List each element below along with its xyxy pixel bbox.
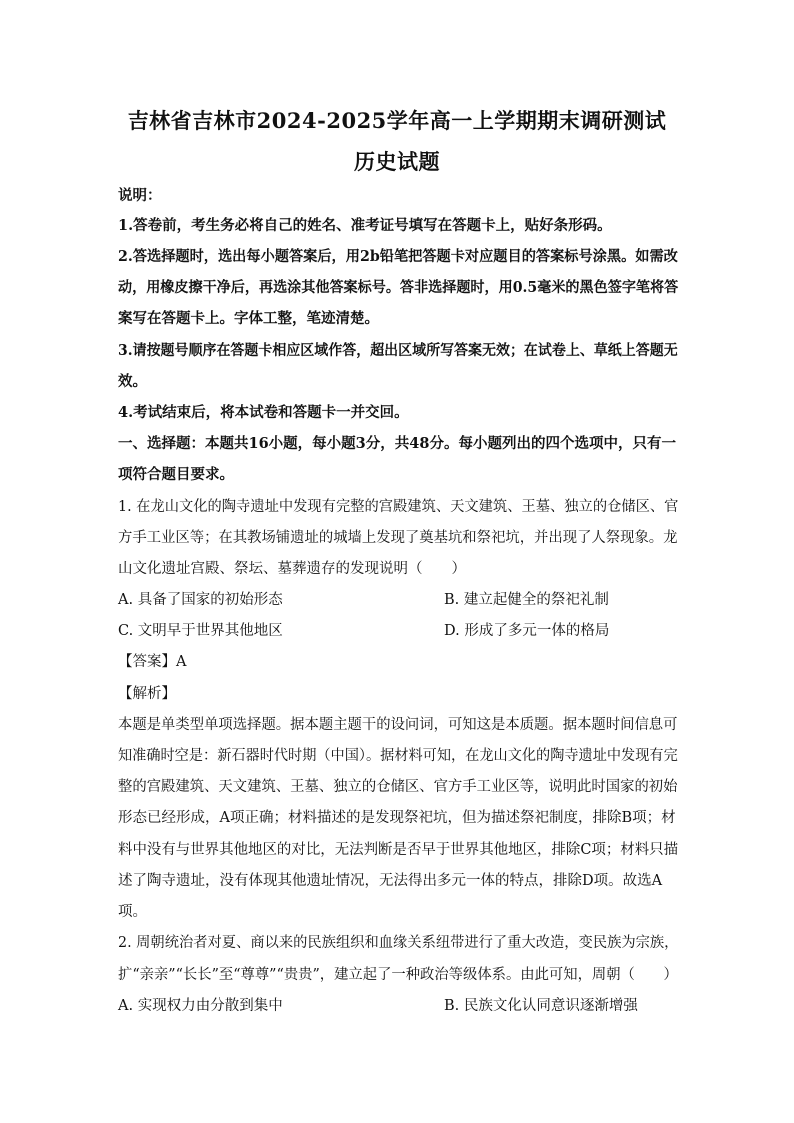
option-a: A. 实现权力由分散到集中 — [118, 998, 283, 1014]
question-stem: 2. 周朝统治者对夏、商以来的民族组织和血缘关系纽带进行了重大改造，变民族为宗族， — [118, 935, 679, 951]
instruction-line: 2.答选择题时，选出每小题答案后，用2b铅笔把答题卡对应题目的答案标号涂黑。如需改 — [118, 248, 678, 265]
question-stem: 方手工业区等；在其教场铺遗址的城墙上发现了奠基坑和祭祀坑，并出现了人祭现象。龙 — [118, 530, 678, 546]
option-d: D. 形成了多元一体的格局 — [444, 623, 610, 639]
analysis-heading: 【解析】 — [118, 686, 176, 702]
exam-subject: 历史试题 — [354, 149, 440, 174]
answer-label: 【答案】A — [118, 654, 187, 670]
question-stem: 扩“亲亲”“长长”至“尊尊”“贵贵”，建立起了一种政治等级体系。由此可知，周朝（ ） — [118, 967, 678, 983]
exam-title: 吉林省吉林市2024-2025学年高一上学期期末调研测试 — [127, 108, 667, 133]
instruction-line: 4.考试结束后，将本试卷和答题卡一并交回。 — [118, 404, 409, 421]
section-heading: 项符合题目要求。 — [118, 466, 234, 483]
instruction-line: 效。 — [118, 373, 147, 390]
analysis-line: 述了陶寺遗址，没有体现其他遗址情况，无法得出多元一体的特点，排除D项。故选A — [118, 873, 663, 889]
option-c: C. 文明早于世界其他地区 — [118, 623, 283, 639]
analysis-line: 料中没有与世界其他地区的对比，无法判断是否早于世界其他地区，排除C项；材料只描 — [118, 842, 679, 858]
analysis-line: 本题是单类型单项选择题。据本题主题干的设问词，可知这是本质题。据本题时间信息可 — [118, 717, 678, 733]
analysis-line: 整的宫殿建筑、天文建筑、王墓、独立的仓储区、官方手工业区等，说明此时国家的初始 — [118, 779, 678, 795]
option-a: A. 具备了国家的初始形态 — [118, 592, 283, 608]
option-b: B. 民族文化认同意识逐渐增强 — [444, 998, 638, 1014]
instruction-line: 3.请按题号顺序在答题卡相应区域作答，超出区域所写答案无效；在试卷上、草纸上答题无 — [118, 342, 678, 359]
analysis-line: 项。 — [118, 904, 147, 920]
question-stem: 1. 在龙山文化的陶寺遗址中发现有完整的宫殿建筑、天文建筑、王墓、独立的仓储区、官 — [118, 499, 679, 515]
instruction-line: 1.答卷前，考生务必将自己的姓名、准考证号填写在答题卡上，贴好条形码。 — [118, 217, 612, 234]
instruction-line: 动，用橡皮擦干净后，再选涂其他答案标号。答非选择题时，用0.5毫米的黑色签字笔将答 — [118, 279, 679, 296]
question-stem: 山文化遗址宫殿、祭坛、墓葬遗存的发现说明（ ） — [118, 561, 466, 577]
section-heading: 一、选择题：本题共16小题，每小题3分，共48分。每小题列出的四个选项中，只有一 — [118, 435, 676, 452]
option-b: B. 建立起健全的祭祀礼制 — [444, 592, 609, 608]
analysis-line: 知准确时空是：新石器时代时期（中国）。据材料可知，在龙山文化的陶寺遗址中发现有完 — [118, 748, 678, 764]
analysis-line: 形态已经形成，A项正确；材料描述的是发现祭祀坑，但为描述祭祀制度，排除B项；材 — [118, 810, 676, 826]
instruction-line: 案写在答题卡上。字体工整，笔迹清楚。 — [118, 310, 379, 327]
instructions-heading: 说明： — [118, 187, 162, 204]
